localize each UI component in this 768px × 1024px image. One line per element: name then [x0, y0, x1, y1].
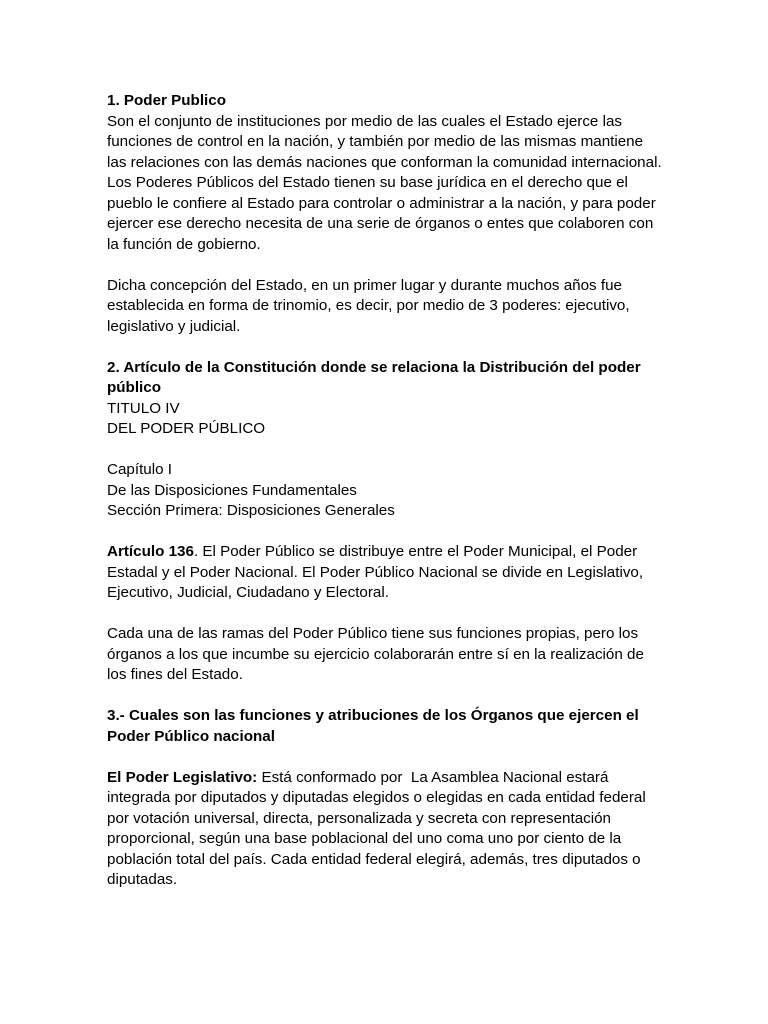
paragraph-line: órganos a los que incumbe su ejercicio colaborarán entre sí en la realización de	[107, 645, 644, 663]
legislativo-label: El Poder Legislativo:	[107, 768, 258, 786]
section-heading: público	[107, 379, 161, 396]
paragraph-line: Ejecutivo, Judicial, Ciudadano y Electoral.	[107, 584, 389, 601]
titulo-line: DEL PODER PÚBLICO	[107, 420, 266, 437]
paragraph-line: las relaciones con las demás naciones que conforman la comunidad internacional.	[107, 153, 662, 171]
articulo-136	[107, 542, 668, 604]
section-heading: Poder Público nacional	[107, 727, 275, 745]
paragraph-line: legislativo y judicial.	[107, 317, 241, 335]
paragraph-line: Son el conjunto de instituciones por medio de las cuales el Estado ejerce las	[107, 112, 622, 130]
paragraph-line: ejercer ese derecho necesita de una serie de órganos o entes que colaboren con	[107, 215, 654, 232]
capitulo-line: Capítulo I	[107, 461, 173, 478]
section-poder-publico	[107, 91, 668, 255]
poder-legislativo	[107, 768, 668, 891]
paragraph-line: establecida en forma de trinomio, es decir, por medio de 3 poderes: ejecutivo,	[107, 297, 630, 314]
paragraph-line: Cada una de las ramas del Poder Público tiene sus funciones propias, pero los	[107, 625, 639, 642]
paragraph-line: Dicha concepción del Estado, en un primer lugar y durante muchos años fue	[107, 276, 622, 294]
paragraph-line: pueblo le confiere al Estado para controlar o administrar a la nación, y para poder	[107, 194, 656, 212]
paragraph-line: Estadal y el Poder Nacional. El Poder Público Nacional se divide en Legislativo,	[107, 563, 644, 581]
articulo-text: . El Poder Público se distribuye entre el Poder Municipal, el Poder	[193, 543, 638, 560]
paragraph-line: población total del país. Cada entidad federal elegirá, además, tres diputados o	[107, 850, 641, 868]
paragraph-line: los fines del Estado.	[107, 666, 243, 683]
section-heading: 3.- Cuales son las funciones y atribuciones de los Órganos que ejercen el	[107, 707, 639, 724]
paragraph-line: funciones de control en la nación, y también por medio de las mismas mantiene	[107, 133, 644, 150]
section-articulo-constitucion	[107, 358, 668, 440]
paragraph-concepcion	[107, 276, 668, 338]
section-heading: 1. Poder Publico	[107, 92, 226, 109]
paragraph-line	[107, 768, 668, 789]
section-funciones	[107, 706, 668, 747]
section-heading: 2. Artículo de la Constitución donde se relaciona la Distribución del poder	[107, 358, 641, 376]
legislativo-text: Está conformado por La Asamblea Nacional estará	[257, 768, 609, 786]
paragraph-line	[107, 542, 668, 563]
capitulo-block	[107, 460, 668, 522]
paragraph-ramas	[107, 624, 668, 686]
titulo-line: TITULO IV	[107, 399, 180, 417]
capitulo-line: Sección Primera: Disposiciones Generales	[107, 502, 395, 519]
paragraph-line: integrada por diputados y diputadas elegidos o elegidas en cada entidad federal	[107, 789, 646, 806]
capitulo-line: De las Disposiciones Fundamentales	[107, 481, 357, 499]
paragraph-line: la función de gobierno.	[107, 235, 261, 253]
articulo-label: Artículo 136	[107, 543, 194, 560]
paragraph-line: diputadas.	[107, 871, 178, 888]
paragraph-line: Los Poderes Públicos del Estado tienen su base jurídica en el derecho que el	[107, 174, 628, 191]
paragraph-line: por votación universal, directa, personalizada y secreta con representación	[107, 809, 611, 827]
paragraph-line: proporcional, según una base poblacional del uno coma uno por ciento de la	[107, 830, 622, 847]
